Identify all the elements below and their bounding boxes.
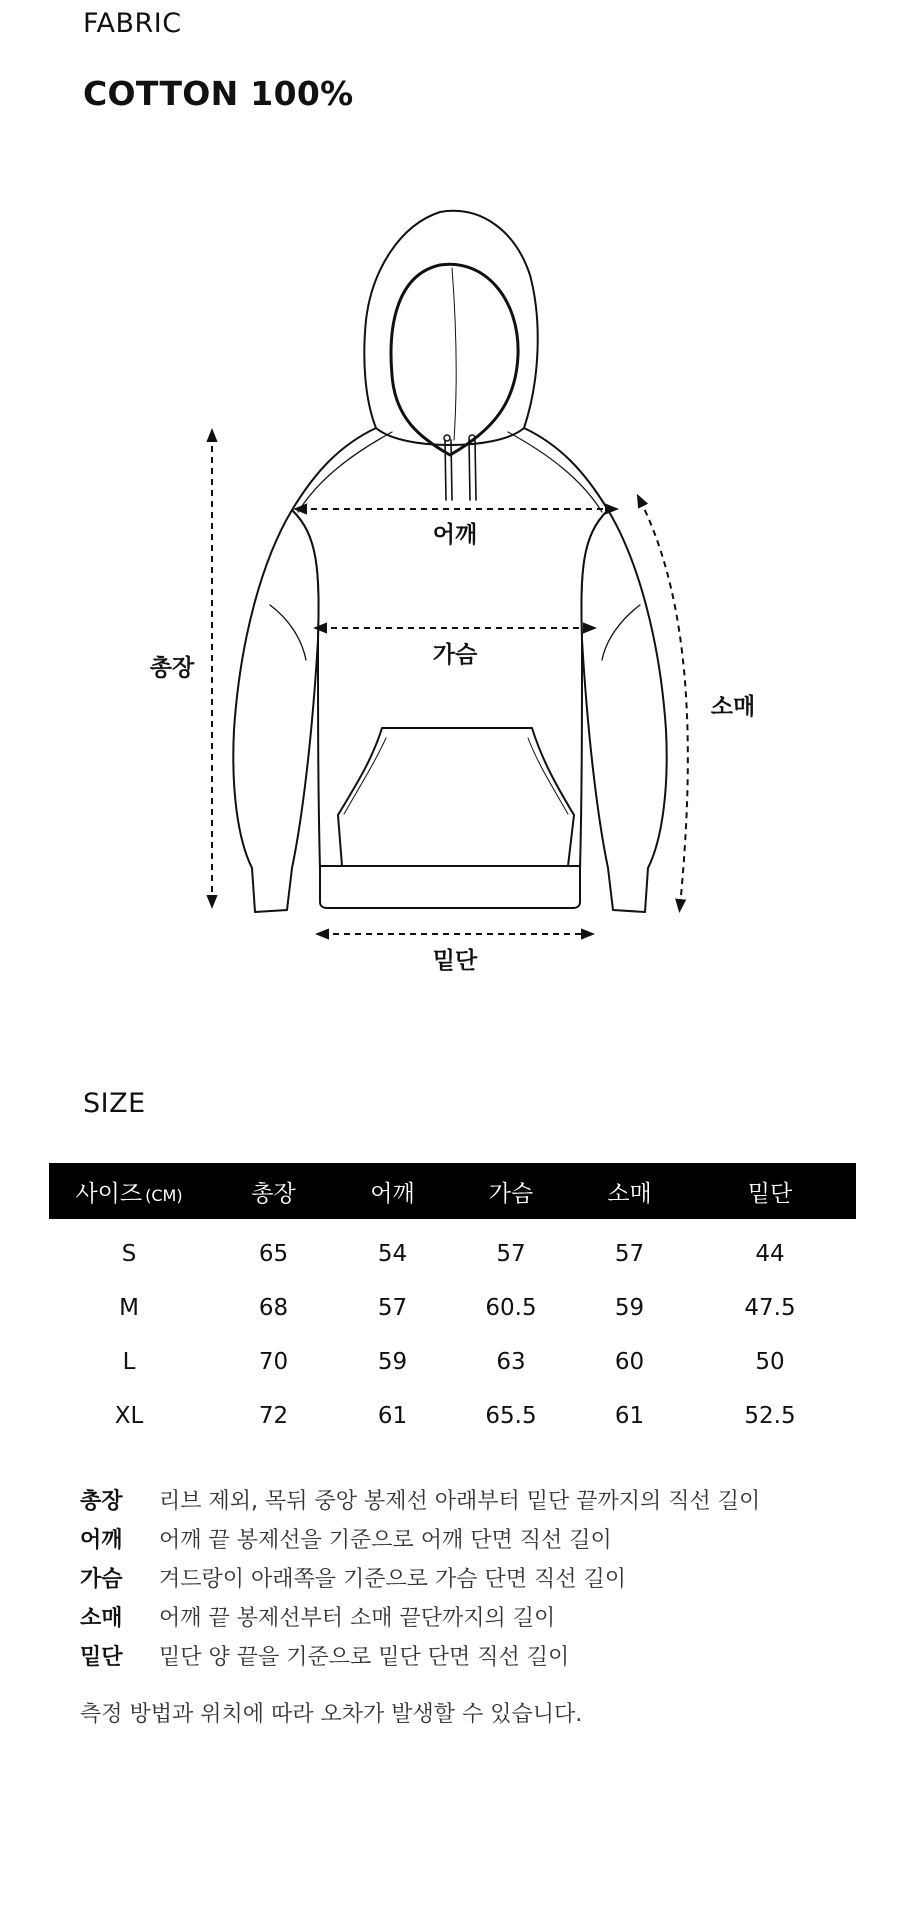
table-cell: 44 <box>755 1241 785 1267</box>
note-item <box>80 1480 760 1519</box>
note-item <box>80 1519 760 1558</box>
column-header-size: 사이즈 (CM) <box>49 1163 209 1219</box>
hoodie-measurement-diagram <box>0 190 900 990</box>
measurement-disclaimer: 측정 방법과 위치에 따라 오차가 발생할 수 있습니다. <box>80 1702 583 1727</box>
table-cell: 63 <box>496 1349 526 1375</box>
table-cell: 72 <box>258 1403 289 1429</box>
size-label: SIZE <box>83 1088 146 1119</box>
table-row <box>49 1335 856 1389</box>
table-cell: 52.5 <box>744 1403 796 1429</box>
note-item <box>80 1636 760 1675</box>
left-sleeve <box>233 510 318 912</box>
table-cell: 65.5 <box>485 1403 537 1429</box>
length-label: 총장 <box>149 655 195 681</box>
table-cell: 50 <box>755 1349 785 1375</box>
table-cell: 60.5 <box>485 1295 537 1321</box>
note-term: 밑단 <box>80 1645 123 1670</box>
column-header-shoulder: 어깨 <box>338 1163 447 1219</box>
sleeve-label: 소매 <box>710 694 756 720</box>
table-cell: L <box>122 1349 136 1375</box>
note-term: 총장 <box>80 1489 123 1514</box>
table-cell: 61 <box>377 1403 408 1429</box>
table-cell: 47.5 <box>744 1295 796 1321</box>
column-header-chest: 가슴 <box>447 1163 575 1219</box>
table-cell: S <box>121 1241 137 1267</box>
column-header-hem: 밑단 <box>684 1163 856 1219</box>
right-sleeve <box>581 510 666 912</box>
fabric-value: COTTON 100% <box>83 74 354 113</box>
table-cell: 68 <box>258 1295 289 1321</box>
table-row <box>49 1389 856 1443</box>
chest-label: 가슴 <box>432 642 478 668</box>
measurement-notes <box>80 1480 760 1675</box>
note-item <box>80 1597 760 1636</box>
table-cell: 57 <box>496 1241 526 1267</box>
table-cell: 65 <box>258 1241 289 1267</box>
shoulder-label: 어깨 <box>432 522 478 548</box>
table-cell: 57 <box>614 1241 645 1267</box>
table-row <box>49 1219 856 1281</box>
table-cell: M <box>119 1295 139 1321</box>
note-description: 겨드랑이 아래쪽을 기준으로 가슴 단면 직선 길이 <box>159 1567 627 1592</box>
hem-rib <box>320 866 580 908</box>
table-cell: XL <box>114 1403 144 1429</box>
hem-label: 밑단 <box>432 948 478 974</box>
table-cell: 70 <box>258 1349 289 1375</box>
hoodie-outline <box>233 211 666 912</box>
size-table <box>49 1163 856 1443</box>
note-item <box>80 1558 760 1597</box>
fabric-label: FABRIC <box>83 8 182 39</box>
note-description: 어깨 끝 봉제선을 기준으로 어깨 단면 직선 길이 <box>159 1528 612 1553</box>
table-cell: 57 <box>377 1295 408 1321</box>
note-term: 소매 <box>80 1606 123 1631</box>
note-term: 가슴 <box>80 1567 123 1592</box>
table-row <box>49 1281 856 1335</box>
table-cell: 54 <box>377 1241 408 1267</box>
table-cell: 61 <box>614 1403 645 1429</box>
hood-outer <box>364 211 537 445</box>
table-cell: 60 <box>614 1349 645 1375</box>
column-header-length: 총장 <box>209 1163 338 1219</box>
note-term: 어깨 <box>80 1528 123 1553</box>
note-description: 리브 제외, 목뒤 중앙 봉제선 아래부터 밑단 끝까지의 직선 길이 <box>159 1489 761 1514</box>
size-table-header <box>49 1163 856 1219</box>
column-header-sleeve: 소매 <box>575 1163 684 1219</box>
note-description: 밑단 양 끝을 기준으로 밑단 단면 직선 길이 <box>159 1645 570 1670</box>
table-cell: 59 <box>377 1349 408 1375</box>
note-description: 어깨 끝 봉제선부터 소매 끝단까지의 길이 <box>159 1606 556 1631</box>
table-cell: 59 <box>614 1295 645 1321</box>
